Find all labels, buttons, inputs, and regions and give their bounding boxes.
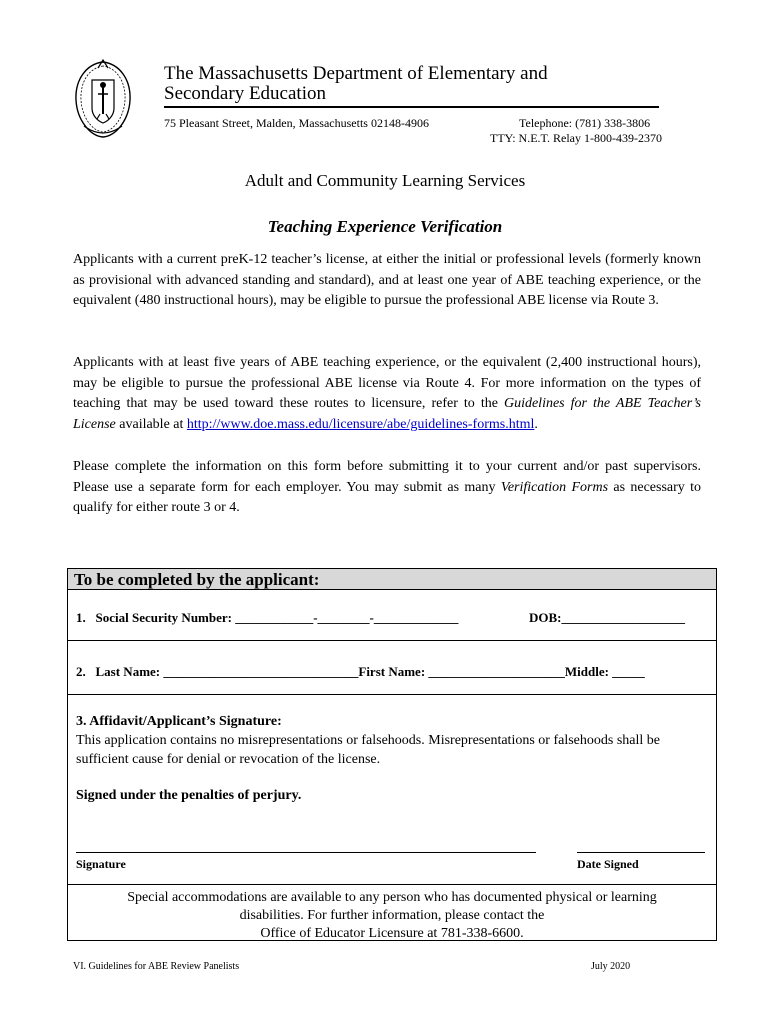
footer-date: July 2020 bbox=[591, 961, 631, 972]
p2-text-c: . bbox=[534, 416, 538, 432]
dob-field[interactable]: DOB:___________________ bbox=[529, 610, 685, 625]
massachusetts-seal-logo bbox=[72, 58, 134, 140]
row-divider-1 bbox=[68, 640, 716, 641]
special-line-3: Office of Educator Licensure at 781-338-6600. bbox=[260, 926, 524, 941]
name-field[interactable]: 2. Last Name: ______________________________First Name: _____________________Middle: _____ bbox=[76, 664, 645, 679]
signature-line[interactable] bbox=[76, 852, 536, 853]
header-rule bbox=[164, 106, 659, 108]
signature-label: Signature bbox=[76, 857, 126, 871]
special-accommodations-notice bbox=[68, 889, 716, 943]
agency-name-line2: Secondary Education bbox=[164, 83, 326, 104]
guidelines-reference: Guidelines for the ABE Teacher’s License bbox=[73, 396, 702, 432]
agency-tty: TTY: N.E.T. Relay 1-800-439-2370 bbox=[490, 131, 662, 145]
p2-text-a: Applicants with at least five years of ABE teaching experience, or the equivalent (2,400 instructional hours), may be eligible to pursue the professional ABE license via Route 4. For more information on the types of teaching that may be used toward these routes to licensure, refer to the bbox=[73, 355, 701, 412]
affidavit-title: 3. Affidavit/Applicant’s Signature: bbox=[76, 714, 282, 729]
agency-telephone: Telephone: (781) 338-3806 bbox=[519, 116, 651, 130]
ssn-field[interactable]: 1. Social Security Number: ____________-________-_____________ bbox=[76, 610, 459, 625]
intro-paragraph-2 bbox=[73, 353, 701, 435]
intro-paragraph-1: Applicants with a current preK-12 teacher’s license, at either the initial or professional levels (formerly known as provisional with advanced standing and standard), and at least one year of ABE teaching experience, or the equivalent (480 instructional hours), may be eligible to pursue the professional ABE license via Route 3. bbox=[73, 252, 701, 309]
footer-left: VI. Guidelines for ABE Review Panelists bbox=[73, 961, 240, 972]
agency-address: 75 Pleasant Street, Malden, Massachusetts 02148-4906 bbox=[164, 116, 429, 130]
agency-name bbox=[164, 64, 644, 104]
affidavit-text: This application contains no misrepresentations or falsehoods. Misrepresentations or falsehoods shall be sufficient cause for denial or revocation of the license. bbox=[76, 733, 660, 767]
perjury-statement: Signed under the penalties of perjury. bbox=[76, 788, 302, 803]
row-divider-2 bbox=[68, 694, 716, 695]
date-signed-line[interactable] bbox=[577, 852, 705, 853]
intro-paragraph-3 bbox=[73, 457, 701, 519]
document-title: Teaching Experience Verification bbox=[267, 217, 503, 236]
special-line-1: Special accommodations are available to any person who has documented physical or learning bbox=[127, 890, 657, 905]
date-signed-label: Date Signed bbox=[577, 857, 639, 871]
applicant-form-heading: To be completed by the applicant: bbox=[68, 569, 716, 590]
agency-name-line1: The Massachusetts Department of Elementary and bbox=[164, 63, 548, 84]
p2-text-b: available at bbox=[115, 416, 187, 432]
special-line-2: disabilities. For further information, please contact the bbox=[239, 908, 545, 923]
verification-forms-reference: Verification Forms bbox=[500, 479, 609, 495]
guidelines-link[interactable]: http://www.doe.mass.edu/licensure/abe/guidelines-forms.html bbox=[186, 416, 535, 432]
row-divider-3 bbox=[68, 884, 716, 885]
department-title: Adult and Community Learning Services bbox=[244, 171, 526, 190]
p3-text-a: Please complete the information on this form before submitting it to your current and/or past supervisors. Please use a separate form for each employer. You may submit as many bbox=[73, 459, 701, 495]
p3-text-b: as necessary to qualify for either route 3 or 4. bbox=[73, 479, 702, 516]
